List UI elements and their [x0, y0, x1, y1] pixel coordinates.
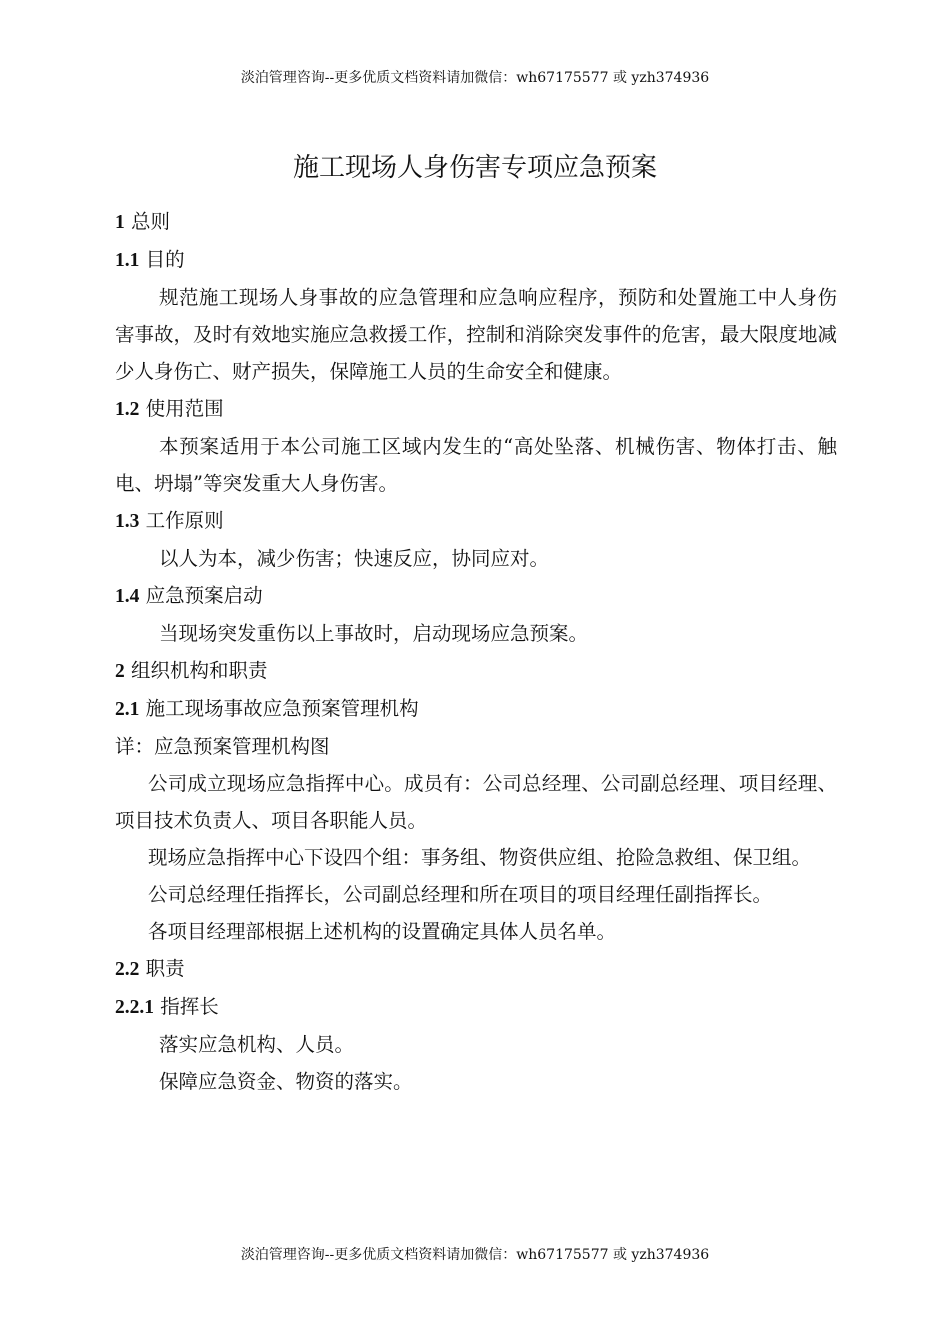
paragraph: 保障应急资金、物资的落实。 — [159, 1070, 413, 1093]
section-heading: 2.2 职责 — [115, 957, 185, 980]
section-heading: 1 总则 — [115, 210, 170, 233]
document-body — [115, 203, 837, 1100]
section-heading: 1.2 使用范围 — [115, 397, 224, 420]
paragraph: 公司总经理任指挥长，公司副总经理和所在项目的项目经理任副指挥长。 — [148, 883, 773, 906]
section-heading: 1.4 应急预案启动 — [115, 584, 263, 607]
page-footer: 淡泊管理咨询--更多优质文档资料请加微信：wh67175577 或 yzh374936 — [240, 1247, 710, 1263]
paragraph: 现场应急指挥中心下设四个组：事务组、物资供应组、抢险急救组、保卫组。 — [148, 846, 812, 869]
paragraph: 公司成立现场应急指挥中心。成员有：公司总经理、公司副总经理、项目经理、项目技术负责人、项目各职能人员。 — [115, 772, 837, 832]
paragraph: 落实应急机构、人员。 — [159, 1033, 355, 1056]
paragraph: 规范施工现场人身事故的应急管理和应急响应程序，预防和处置施工中人身伤害事故，及时有效地实施应急救援工作，控制和消除突发事件的危害，最大限度地减少人身伤亡、财产损失，保障施工人员的生命安全和健康。 — [115, 286, 837, 383]
paragraph: 以人为本，减少伤害；快速反应，协同应对。 — [159, 547, 550, 570]
document-title: 施工现场人身伤害专项应急预案 — [292, 153, 657, 183]
section-heading: 2 组织机构和职责 — [115, 659, 268, 682]
paragraph: 详：应急预案管理机构图 — [115, 735, 330, 758]
paragraph: 各项目经理部根据上述机构的设置确定具体人员名单。 — [148, 920, 617, 943]
section-heading: 2.2.1 指挥长 — [115, 995, 219, 1018]
paragraph: 当现场突发重伤以上事故时，启动现场应急预案。 — [159, 622, 589, 645]
paragraph: 本预案适用于本公司施工区域内发生的“高处坠落、机械伤害、物体打击、触电、坍塌”等突发重大人身伤害。 — [115, 435, 837, 495]
section-heading: 2.1 施工现场事故应急预案管理机构 — [115, 697, 419, 720]
page-header: 淡泊管理咨询--更多优质文档资料请加微信：wh67175577 或 yzh374936 — [240, 70, 710, 86]
section-heading: 1.1 目的 — [115, 248, 185, 271]
section-heading: 1.3 工作原则 — [115, 509, 224, 532]
